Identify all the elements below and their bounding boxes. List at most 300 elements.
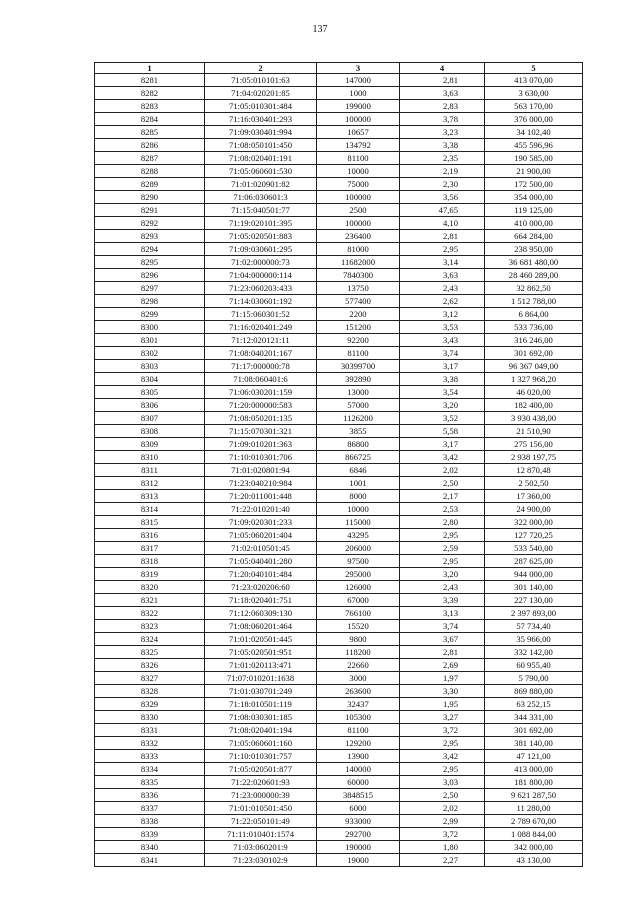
table-row xyxy=(95,243,583,256)
table-cell-col-3: 3000 xyxy=(317,672,400,685)
table-cell-col-3: 236400 xyxy=(317,230,400,243)
table-cell-col-4: 3,56 xyxy=(400,191,485,204)
table-cell-col-1: 8327 xyxy=(95,672,205,685)
table-cell-col-5: 533 736,00 xyxy=(485,321,583,334)
table-cell-col-3: 3855 xyxy=(317,425,400,438)
table-cell-col-4: 2,43 xyxy=(400,282,485,295)
table-cell-col-4: 2,35 xyxy=(400,152,485,165)
table-cell-col-3: 118200 xyxy=(317,646,400,659)
table-cell-col-3: 1000 xyxy=(317,87,400,100)
table-cell-col-3: 577400 xyxy=(317,295,400,308)
table-cell-col-1: 8321 xyxy=(95,594,205,607)
table-cell-col-1: 8299 xyxy=(95,308,205,321)
table-cell-col-2: 71:04:020201:85 xyxy=(205,87,317,100)
table-row xyxy=(95,386,583,399)
table-cell-col-5: 127 720,25 xyxy=(485,529,583,542)
table-cell-col-4: 2,95 xyxy=(400,763,485,776)
table-cell-col-4: 47,65 xyxy=(400,204,485,217)
table-cell-col-4: 2,30 xyxy=(400,178,485,191)
table-cell-col-2: 71:06:030201:159 xyxy=(205,386,317,399)
table-cell-col-4: 3,54 xyxy=(400,386,485,399)
table-cell-col-4: 2,53 xyxy=(400,503,485,516)
table-cell-col-5: 57 734,40 xyxy=(485,620,583,633)
table-row xyxy=(95,308,583,321)
table-cell-col-3: 97500 xyxy=(317,555,400,568)
table-row xyxy=(95,737,583,750)
table-row xyxy=(95,178,583,191)
table-cell-col-1: 8331 xyxy=(95,724,205,737)
table-cell-col-3: 2500 xyxy=(317,204,400,217)
table-cell-col-5: 376 000,00 xyxy=(485,113,583,126)
table-cell-col-1: 8283 xyxy=(95,100,205,113)
table-cell-col-2: 71:05:020501:877 xyxy=(205,763,317,776)
table-row xyxy=(95,360,583,373)
table-row xyxy=(95,295,583,308)
table-cell-col-2: 71:09:030401:994 xyxy=(205,126,317,139)
table-cell-col-5: 1 512 788,00 xyxy=(485,295,583,308)
table-cell-col-4: 2,02 xyxy=(400,802,485,815)
table-cell-col-1: 8289 xyxy=(95,178,205,191)
table-cell-col-2: 71:08:060201:464 xyxy=(205,620,317,633)
table-cell-col-4: 3,38 xyxy=(400,373,485,386)
table-cell-col-2: 71:02:000000:73 xyxy=(205,256,317,269)
table-cell-col-3: 11682000 xyxy=(317,256,400,269)
column-header-2: 2 xyxy=(205,63,317,74)
table-cell-col-4: 3,27 xyxy=(400,711,485,724)
table-cell-col-5: 11 280,00 xyxy=(485,802,583,815)
table-cell-col-4: 2,99 xyxy=(400,815,485,828)
table-row xyxy=(95,438,583,451)
table-cell-col-4: 3,17 xyxy=(400,360,485,373)
table-cell-col-3: 2200 xyxy=(317,308,400,321)
table-cell-col-2: 71:15:040501:77 xyxy=(205,204,317,217)
table-cell-col-2: 71:23:020206:60 xyxy=(205,581,317,594)
table-cell-col-2: 71:23:000000:39 xyxy=(205,789,317,802)
table-cell-col-1: 8304 xyxy=(95,373,205,386)
column-header-1: 1 xyxy=(95,63,205,74)
table-cell-col-1: 8308 xyxy=(95,425,205,438)
table-cell-col-5: 664 284,00 xyxy=(485,230,583,243)
table-cell-col-5: 119 125,00 xyxy=(485,204,583,217)
table-row xyxy=(95,542,583,555)
table-cell-col-5: 344 331,00 xyxy=(485,711,583,724)
table-cell-col-3: 43295 xyxy=(317,529,400,542)
table-cell-col-5: 182 400,00 xyxy=(485,399,583,412)
table-row xyxy=(95,204,583,217)
table-cell-col-4: 2,81 xyxy=(400,74,485,87)
table-cell-col-2: 71:08:040201:167 xyxy=(205,347,317,360)
table-cell-col-3: 147000 xyxy=(317,74,400,87)
table-header-row xyxy=(95,63,583,74)
table-cell-col-3: 13000 xyxy=(317,386,400,399)
table-cell-col-3: 6846 xyxy=(317,464,400,477)
table-cell-col-1: 8298 xyxy=(95,295,205,308)
table-cell-col-2: 71:20:000000:583 xyxy=(205,399,317,412)
table-cell-col-1: 8322 xyxy=(95,607,205,620)
table-cell-col-3: 105300 xyxy=(317,711,400,724)
table-cell-col-1: 8291 xyxy=(95,204,205,217)
table-cell-col-1: 8288 xyxy=(95,165,205,178)
table-cell-col-2: 71:10:010301:706 xyxy=(205,451,317,464)
column-header-3: 3 xyxy=(317,63,400,74)
column-header-5: 5 xyxy=(485,63,583,74)
table-cell-col-4: 3,63 xyxy=(400,269,485,282)
table-cell-col-4: 3,13 xyxy=(400,607,485,620)
table-cell-col-3: 134792 xyxy=(317,139,400,152)
table-cell-col-1: 8329 xyxy=(95,698,205,711)
table-row xyxy=(95,555,583,568)
table-cell-col-5: 17 360,00 xyxy=(485,490,583,503)
table-cell-col-1: 8334 xyxy=(95,763,205,776)
table-row xyxy=(95,672,583,685)
table-cell-col-1: 8324 xyxy=(95,633,205,646)
table-cell-col-3: 1001 xyxy=(317,477,400,490)
table-cell-col-4: 3,53 xyxy=(400,321,485,334)
table-cell-col-2: 71:07:010201:1638 xyxy=(205,672,317,685)
table-cell-col-2: 71:18:020401:751 xyxy=(205,594,317,607)
table-cell-col-5: 24 900,00 xyxy=(485,503,583,516)
table-cell-col-3: 866725 xyxy=(317,451,400,464)
table-cell-col-3: 100000 xyxy=(317,113,400,126)
table-cell-col-3: 10657 xyxy=(317,126,400,139)
table-cell-col-1: 8293 xyxy=(95,230,205,243)
table-cell-col-1: 8312 xyxy=(95,477,205,490)
table-cell-col-1: 8292 xyxy=(95,217,205,230)
table-cell-col-5: 238 950,00 xyxy=(485,243,583,256)
table-cell-col-1: 8338 xyxy=(95,815,205,828)
table-cell-col-2: 71:05:020501:951 xyxy=(205,646,317,659)
table-cell-col-1: 8339 xyxy=(95,828,205,841)
table-cell-col-3: 57000 xyxy=(317,399,400,412)
table-cell-col-5: 413 000,00 xyxy=(485,763,583,776)
table-row xyxy=(95,841,583,854)
table-cell-col-1: 8320 xyxy=(95,581,205,594)
table-cell-col-3: 115000 xyxy=(317,516,400,529)
table-cell-col-1: 8340 xyxy=(95,841,205,854)
table-cell-col-3: 292700 xyxy=(317,828,400,841)
table-cell-col-5: 21 900,00 xyxy=(485,165,583,178)
table-cell-col-3: 3848515 xyxy=(317,789,400,802)
table-cell-col-3: 206000 xyxy=(317,542,400,555)
table-cell-col-4: 3,20 xyxy=(400,399,485,412)
table-cell-col-1: 8311 xyxy=(95,464,205,477)
table-cell-col-3: 7840300 xyxy=(317,269,400,282)
table-cell-col-5: 533 540,00 xyxy=(485,542,583,555)
table-cell-col-2: 71:23:040210:984 xyxy=(205,477,317,490)
table-cell-col-2: 71:09:020301:233 xyxy=(205,516,317,529)
table-row xyxy=(95,113,583,126)
table-cell-col-3: 92200 xyxy=(317,334,400,347)
table-row xyxy=(95,854,583,867)
table-cell-col-2: 71:17:000000:78 xyxy=(205,360,317,373)
table-cell-col-1: 8306 xyxy=(95,399,205,412)
table-cell-col-5: 181 800,00 xyxy=(485,776,583,789)
table-row xyxy=(95,633,583,646)
table-row xyxy=(95,191,583,204)
table-cell-col-1: 8307 xyxy=(95,412,205,425)
table-cell-col-4: 3,74 xyxy=(400,620,485,633)
table-row xyxy=(95,74,583,87)
table-cell-col-2: 71:15:060301:52 xyxy=(205,308,317,321)
table-cell-col-5: 316 246,00 xyxy=(485,334,583,347)
table-row xyxy=(95,698,583,711)
table-cell-col-5: 944 000,00 xyxy=(485,568,583,581)
table-cell-col-1: 8326 xyxy=(95,659,205,672)
table-row xyxy=(95,282,583,295)
table-cell-col-1: 8284 xyxy=(95,113,205,126)
table-cell-col-5: 2 502,50 xyxy=(485,477,583,490)
table-cell-col-5: 5 790,00 xyxy=(485,672,583,685)
table-cell-col-3: 32437 xyxy=(317,698,400,711)
table-cell-col-5: 32 862,50 xyxy=(485,282,583,295)
table-cell-col-1: 8313 xyxy=(95,490,205,503)
table-cell-col-5: 354 000,00 xyxy=(485,191,583,204)
table-cell-col-1: 8281 xyxy=(95,74,205,87)
table-cell-col-4: 3,42 xyxy=(400,451,485,464)
table-cell-col-5: 46 020,00 xyxy=(485,386,583,399)
table-cell-col-3: 75000 xyxy=(317,178,400,191)
table-cell-col-3: 81000 xyxy=(317,243,400,256)
table-cell-col-2: 71:01:010501:450 xyxy=(205,802,317,815)
table-cell-col-3: 22660 xyxy=(317,659,400,672)
table-cell-col-2: 71:22:020601:93 xyxy=(205,776,317,789)
table-cell-col-2: 71:12:020121:11 xyxy=(205,334,317,347)
table-cell-col-5: 9 621 287,50 xyxy=(485,789,583,802)
table-row xyxy=(95,659,583,672)
table-row xyxy=(95,165,583,178)
table-cell-col-4: 3,12 xyxy=(400,308,485,321)
table-cell-col-2: 71:05:010101:63 xyxy=(205,74,317,87)
page-number: 137 xyxy=(312,24,328,35)
table-cell-col-4: 3,52 xyxy=(400,412,485,425)
table-cell-col-1: 8297 xyxy=(95,282,205,295)
table-cell-col-4: 3,17 xyxy=(400,438,485,451)
table-cell-col-2: 71:08:020401:191 xyxy=(205,152,317,165)
table-cell-col-1: 8300 xyxy=(95,321,205,334)
table-cell-col-1: 8333 xyxy=(95,750,205,763)
table-row xyxy=(95,828,583,841)
table-row xyxy=(95,269,583,282)
table-cell-col-2: 71:20:011001:448 xyxy=(205,490,317,503)
table-cell-col-2: 71:05:060601:530 xyxy=(205,165,317,178)
table-row xyxy=(95,802,583,815)
table-cell-col-2: 71:22:050101:49 xyxy=(205,815,317,828)
table-cell-col-1: 8332 xyxy=(95,737,205,750)
table-cell-col-5: 172 500,00 xyxy=(485,178,583,191)
table-cell-col-1: 8319 xyxy=(95,568,205,581)
table-cell-col-5: 381 140,00 xyxy=(485,737,583,750)
table-cell-col-1: 8287 xyxy=(95,152,205,165)
table-cell-col-1: 8310 xyxy=(95,451,205,464)
table-cell-col-3: 392890 xyxy=(317,373,400,386)
table-row xyxy=(95,646,583,659)
table-cell-col-2: 71:08:030301:185 xyxy=(205,711,317,724)
table-row xyxy=(95,620,583,633)
table-row xyxy=(95,412,583,425)
table-cell-col-5: 1 088 844,00 xyxy=(485,828,583,841)
table-row xyxy=(95,724,583,737)
table-row xyxy=(95,516,583,529)
table-cell-col-5: 6 864,00 xyxy=(485,308,583,321)
table-cell-col-4: 1,80 xyxy=(400,841,485,854)
table-cell-col-5: 227 130,00 xyxy=(485,594,583,607)
table-cell-col-3: 86800 xyxy=(317,438,400,451)
table-cell-col-1: 8317 xyxy=(95,542,205,555)
table-cell-col-4: 3,43 xyxy=(400,334,485,347)
table-cell-col-3: 30399700 xyxy=(317,360,400,373)
table-cell-col-3: 140000 xyxy=(317,763,400,776)
table-row xyxy=(95,464,583,477)
table-cell-col-1: 8316 xyxy=(95,529,205,542)
table-cell-col-2: 71:19:020101:395 xyxy=(205,217,317,230)
table-row xyxy=(95,711,583,724)
table-cell-col-4: 2,83 xyxy=(400,100,485,113)
table-cell-col-1: 8290 xyxy=(95,191,205,204)
table-cell-col-2: 71:01:020501:445 xyxy=(205,633,317,646)
table-cell-col-2: 71:05:020501:883 xyxy=(205,230,317,243)
table-cell-col-4: 3,20 xyxy=(400,568,485,581)
table-cell-col-2: 71:05:010301:484 xyxy=(205,100,317,113)
table-cell-col-3: 60000 xyxy=(317,776,400,789)
table-cell-col-5: 12 870,48 xyxy=(485,464,583,477)
table-row xyxy=(95,217,583,230)
table-cell-col-4: 3,23 xyxy=(400,126,485,139)
table-cell-col-4: 4,10 xyxy=(400,217,485,230)
table-cell-col-4: 2,17 xyxy=(400,490,485,503)
table-cell-col-4: 3,14 xyxy=(400,256,485,269)
table-cell-col-3: 81100 xyxy=(317,347,400,360)
table-cell-col-4: 2,62 xyxy=(400,295,485,308)
table-cell-col-1: 8341 xyxy=(95,854,205,867)
table-cell-col-1: 8294 xyxy=(95,243,205,256)
table-row xyxy=(95,594,583,607)
table-row xyxy=(95,789,583,802)
table-cell-col-3: 151200 xyxy=(317,321,400,334)
table-cell-col-3: 199000 xyxy=(317,100,400,113)
table-cell-col-1: 8335 xyxy=(95,776,205,789)
table-cell-col-2: 71:20:040101:484 xyxy=(205,568,317,581)
table-cell-col-5: 413 070,00 xyxy=(485,74,583,87)
table-cell-col-3: 81100 xyxy=(317,724,400,737)
table-row xyxy=(95,347,583,360)
table-cell-col-2: 71:11:010401:1574 xyxy=(205,828,317,841)
table-cell-col-2: 71:05:060601:160 xyxy=(205,737,317,750)
table-cell-col-3: 100000 xyxy=(317,217,400,230)
table-cell-col-4: 2,69 xyxy=(400,659,485,672)
table-cell-col-5: 63 252,15 xyxy=(485,698,583,711)
table-cell-col-2: 71:10:010301:757 xyxy=(205,750,317,763)
table-cell-col-1: 8314 xyxy=(95,503,205,516)
table-cell-col-2: 71:06:030601:3 xyxy=(205,191,317,204)
table-row xyxy=(95,750,583,763)
table-cell-col-1: 8330 xyxy=(95,711,205,724)
table-cell-col-4: 2,95 xyxy=(400,555,485,568)
table-cell-col-1: 8336 xyxy=(95,789,205,802)
table-cell-col-5: 21 510,90 xyxy=(485,425,583,438)
table-cell-col-3: 15520 xyxy=(317,620,400,633)
table-cell-col-5: 563 170,00 xyxy=(485,100,583,113)
table-cell-col-3: 10000 xyxy=(317,503,400,516)
table-row xyxy=(95,139,583,152)
table-cell-col-5: 47 121,00 xyxy=(485,750,583,763)
table-row xyxy=(95,490,583,503)
table-cell-col-5: 35 966,00 xyxy=(485,633,583,646)
table-cell-col-5: 60 955,40 xyxy=(485,659,583,672)
table-cell-col-2: 71:08:050201:135 xyxy=(205,412,317,425)
table-cell-col-5: 2 938 197,75 xyxy=(485,451,583,464)
table-cell-col-5: 34 102,40 xyxy=(485,126,583,139)
table-row xyxy=(95,373,583,386)
table-cell-col-4: 3,42 xyxy=(400,750,485,763)
table-cell-col-2: 71:01:020901:82 xyxy=(205,178,317,191)
table-cell-col-5: 301 692,00 xyxy=(485,347,583,360)
table-cell-col-1: 8315 xyxy=(95,516,205,529)
table-cell-col-1: 8325 xyxy=(95,646,205,659)
table-cell-col-1: 8303 xyxy=(95,360,205,373)
table-cell-col-1: 8305 xyxy=(95,386,205,399)
table-cell-col-5: 1 327 968,20 xyxy=(485,373,583,386)
table-cell-col-3: 81100 xyxy=(317,152,400,165)
table-cell-col-2: 71:16:030401:293 xyxy=(205,113,317,126)
table-row xyxy=(95,568,583,581)
table-cell-col-5: 2 397 893,00 xyxy=(485,607,583,620)
table-row xyxy=(95,256,583,269)
table-cell-col-5: 287 625,00 xyxy=(485,555,583,568)
table-cell-col-2: 71:01:030701:249 xyxy=(205,685,317,698)
table-body xyxy=(95,74,583,867)
table-row xyxy=(95,334,583,347)
table-cell-col-1: 8286 xyxy=(95,139,205,152)
table-cell-col-4: 2,81 xyxy=(400,230,485,243)
table-cell-col-1: 8302 xyxy=(95,347,205,360)
table-row xyxy=(95,87,583,100)
table-cell-col-5: 28 460 289,00 xyxy=(485,269,583,282)
table-cell-col-4: 3,30 xyxy=(400,685,485,698)
table-cell-col-5: 96 367 049,00 xyxy=(485,360,583,373)
table-cell-col-5: 322 000,00 xyxy=(485,516,583,529)
table-row xyxy=(95,230,583,243)
table-cell-col-4: 3,39 xyxy=(400,594,485,607)
table-cell-col-4: 3,03 xyxy=(400,776,485,789)
table-cell-col-4: 2,43 xyxy=(400,581,485,594)
table-cell-col-2: 71:23:030102:9 xyxy=(205,854,317,867)
table-cell-col-2: 71:14:030601:192 xyxy=(205,295,317,308)
table-cell-col-1: 8337 xyxy=(95,802,205,815)
table-row xyxy=(95,126,583,139)
table-cell-col-4: 3,67 xyxy=(400,633,485,646)
table-cell-col-3: 67000 xyxy=(317,594,400,607)
table-cell-col-2: 71:08:050101:450 xyxy=(205,139,317,152)
table-cell-col-3: 129200 xyxy=(317,737,400,750)
table-cell-col-4: 3,74 xyxy=(400,347,485,360)
table-cell-col-3: 263600 xyxy=(317,685,400,698)
table-cell-col-4: 3,78 xyxy=(400,113,485,126)
table-cell-col-2: 71:15:070301:321 xyxy=(205,425,317,438)
table-cell-col-1: 8295 xyxy=(95,256,205,269)
table-cell-col-5: 410 000,00 xyxy=(485,217,583,230)
table-row xyxy=(95,776,583,789)
data-table xyxy=(94,62,583,867)
table-cell-col-2: 71:16:020401:249 xyxy=(205,321,317,334)
table-cell-col-3: 766100 xyxy=(317,607,400,620)
table-cell-col-3: 100000 xyxy=(317,191,400,204)
table-cell-col-4: 2,80 xyxy=(400,516,485,529)
table-row xyxy=(95,321,583,334)
table-cell-col-5: 869 880,00 xyxy=(485,685,583,698)
table-cell-col-5: 342 000,00 xyxy=(485,841,583,854)
table-row xyxy=(95,425,583,438)
table-row xyxy=(95,477,583,490)
